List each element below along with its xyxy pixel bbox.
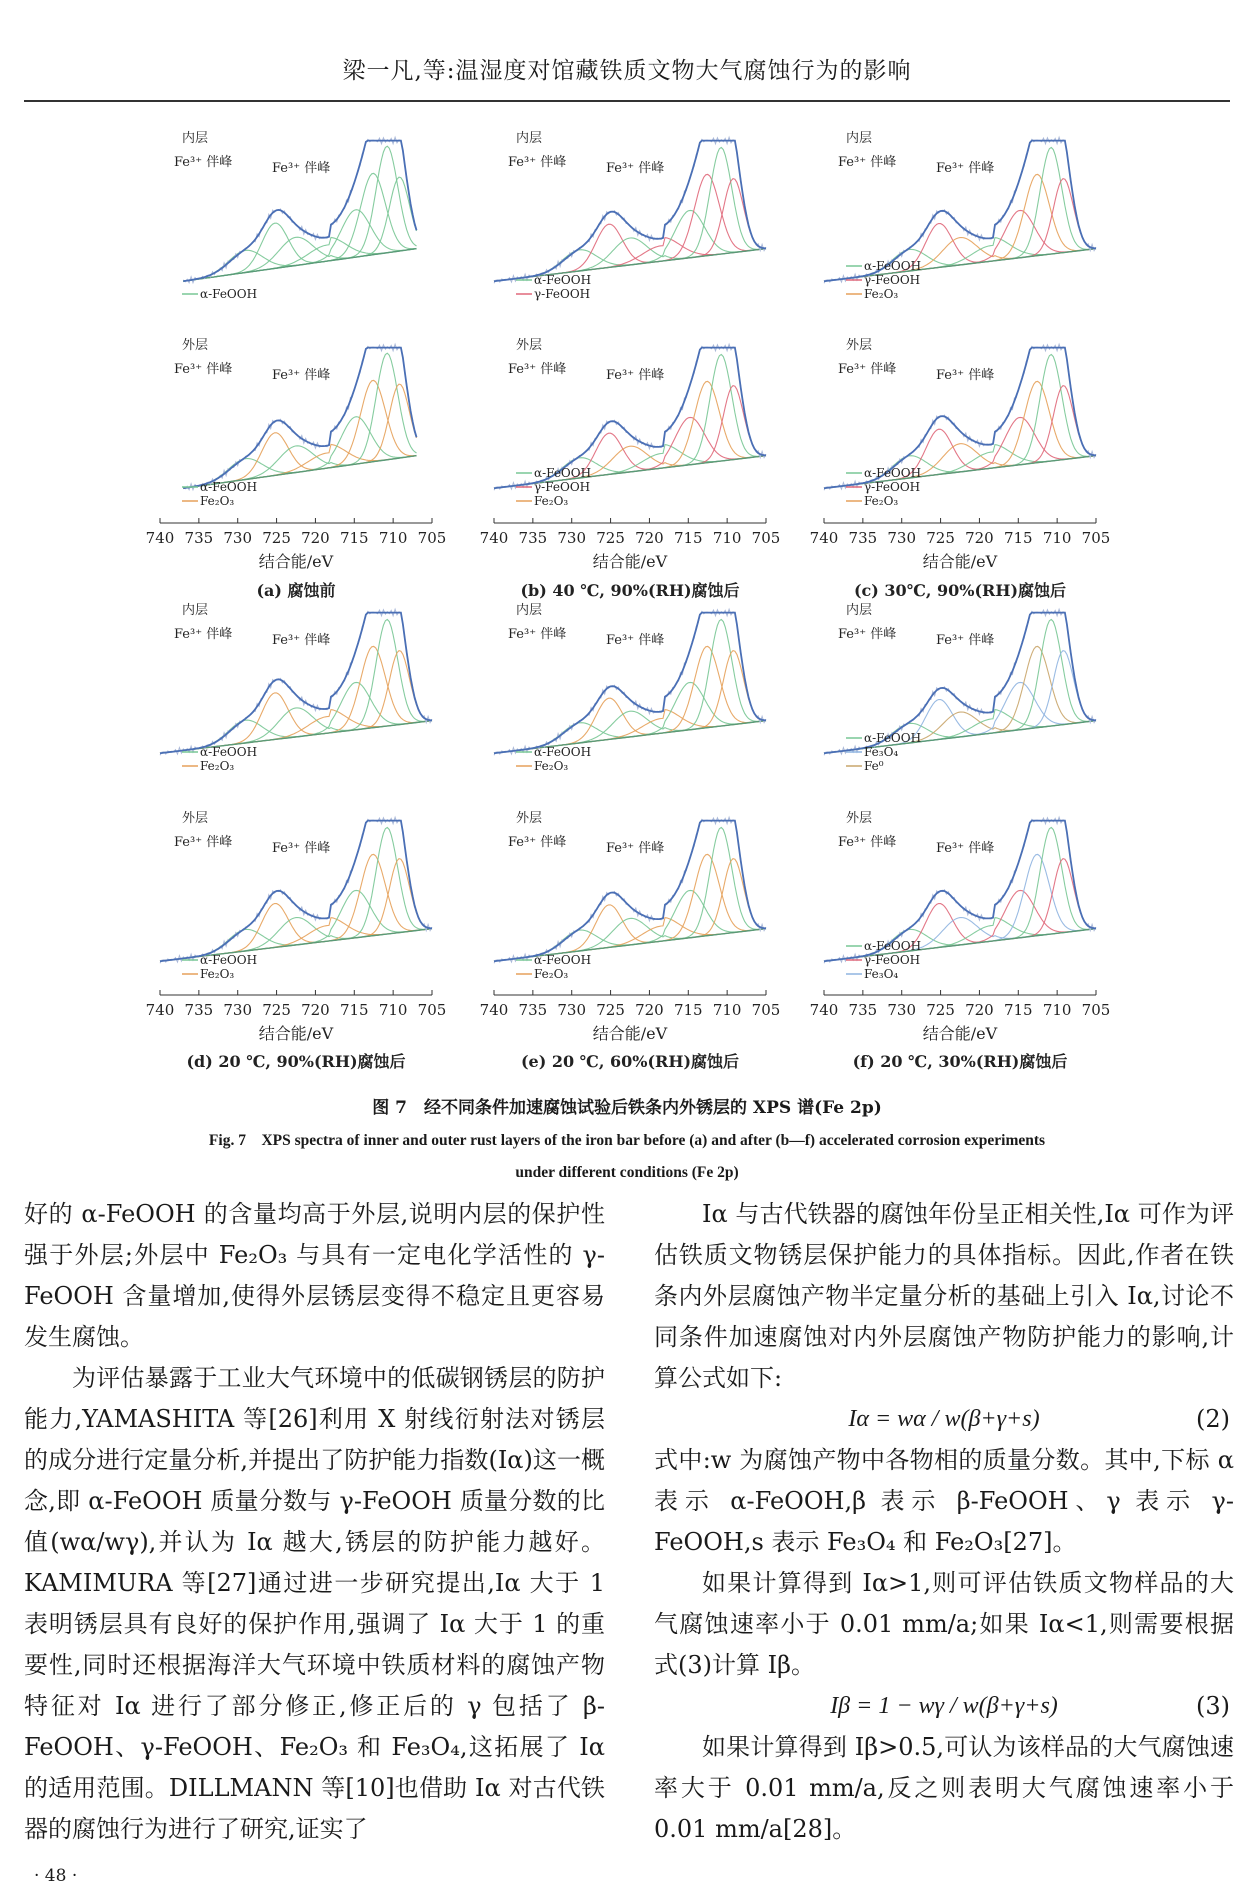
legend-entry: Fe₂O₃ [200, 494, 235, 508]
x-tick-label: 715 [673, 529, 703, 547]
x-tick-label: 740 [479, 1001, 509, 1019]
layer-label: 内层 [846, 603, 873, 618]
legend-entry: Fe₂O₃ [534, 494, 569, 508]
satellite-label: Fe³⁺ 伴峰 [936, 368, 995, 383]
component-peak [160, 682, 432, 753]
x-tick-label: 725 [596, 1001, 625, 1019]
x-tick-label: 715 [339, 1001, 369, 1019]
legend-entry: γ-FeOOH [534, 287, 591, 301]
x-tick-label: 715 [1003, 1001, 1033, 1019]
legend-entry: α-FeOOH [200, 287, 258, 301]
x-axis-label: 结合能/eV [922, 552, 998, 571]
x-tick-label: 705 [1081, 1001, 1111, 1019]
legend-entry: γ-FeOOH [864, 273, 921, 287]
x-tick-label: 735 [518, 529, 548, 547]
x-tick-label: 725 [262, 529, 291, 547]
component-peak [494, 859, 766, 962]
x-tick-label: 705 [1081, 529, 1111, 547]
legend-entry: α-FeOOH [534, 953, 592, 967]
x-tick-label: 705 [751, 529, 781, 547]
satellite-label: Fe³⁺ 伴峰 [508, 835, 567, 850]
layer-label: 内层 [516, 131, 543, 146]
satellite-label: Fe³⁺ 伴峰 [606, 841, 665, 856]
satellite-label: Fe³⁺ 伴峰 [606, 368, 665, 383]
legend-entry: γ-FeOOH [864, 480, 921, 494]
legend-entry: α-FeOOH [864, 939, 922, 953]
layer-label: 内层 [516, 603, 543, 618]
x-tick-label: 705 [751, 1001, 781, 1019]
satellite-label: Fe³⁺ 伴峰 [936, 161, 995, 176]
figure-caption-en-line1: Fig. 7 XPS spectra of inner and outer rust layers of the iron bar before (a) and after (b—f) accelerated corrosion experiments [208, 1132, 1046, 1149]
x-tick-label: 720 [635, 1001, 664, 1019]
component-peak [160, 890, 432, 961]
left-paragraph-1: 好的 α-FeOOH 的含量均高于外层,说明内层的保护性强于外层;外层中 Fe₂O₃ 与具有一定电化学活性的 γ-FeOOH 含量增加,使得外层锈层变得不稳定且更容易发生腐蚀。 [24, 1200, 605, 1351]
page-number: · 48 · [34, 1866, 78, 1886]
x-tick-label: 720 [965, 529, 994, 547]
x-tick-label: 730 [887, 529, 917, 547]
x-tick-label: 740 [145, 529, 175, 547]
figure-caption-en [60, 1125, 1194, 1189]
legend-entry: Fe₃O₄ [864, 745, 899, 759]
x-tick-label: 730 [557, 529, 587, 547]
x-axis-label: 结合能/eV [258, 1024, 334, 1043]
x-tick-label: 735 [184, 1001, 214, 1019]
x-tick-label: 710 [1042, 529, 1072, 547]
figure-caption-cn: 图 7 经不同条件加速腐蚀试验后铁条内外锈层的 XPS 谱(Fe 2p) [372, 1098, 882, 1118]
x-axis-label: 结合能/eV [592, 552, 668, 571]
x-tick-label: 735 [518, 1001, 548, 1019]
legend-entry: α-FeOOH [864, 259, 922, 273]
panel-caption: (a) 腐蚀前 [256, 581, 336, 600]
x-tick-label: 730 [887, 1001, 917, 1019]
figure-caption-en-line2: under different conditions (Fe 2p) [515, 1164, 739, 1181]
satellite-label: Fe³⁺ 伴峰 [174, 155, 233, 170]
x-tick-label: 730 [223, 1001, 253, 1019]
x-tick-label: 740 [809, 529, 839, 547]
layer-label: 外层 [182, 811, 209, 826]
legend-entry: α-FeOOH [534, 273, 592, 287]
x-tick-label: 710 [378, 1001, 408, 1019]
right-paragraph-1: Iα 与古代铁器的腐蚀年份呈正相关性,Iα 可作为评估铁质文物锈层保护能力的具体指标。因此,作者在铁条内外层腐蚀产物半定量分析的基础上引入 Iα,讨论不同条件加速腐蚀对内外层腐蚀产物防护能力的影响,计算公式如下: [654, 1200, 1234, 1392]
satellite-label: Fe³⁺ 伴峰 [838, 155, 897, 170]
legend-entry: α-FeOOH [200, 480, 258, 494]
x-tick-label: 735 [848, 529, 878, 547]
running-header: 梁一凡,等:温湿度对馆藏铁质文物大气腐蚀行为的影响 [342, 58, 912, 84]
x-tick-label: 715 [673, 1001, 703, 1019]
equation-3-number: (3) [1196, 1692, 1230, 1720]
component-peak [183, 223, 416, 281]
layer-label: 内层 [182, 131, 209, 146]
x-tick-label: 725 [926, 529, 955, 547]
x-axis-label: 结合能/eV [592, 1024, 668, 1043]
layer-label: 内层 [846, 131, 873, 146]
panel-caption: (e) 20 ℃, 60%(RH)腐蚀后 [520, 1052, 740, 1071]
satellite-label: Fe³⁺ 伴峰 [606, 633, 665, 648]
panel-caption: (d) 20 ℃, 90%(RH)腐蚀后 [186, 1052, 406, 1071]
legend-entry: γ-FeOOH [534, 480, 591, 494]
satellite-label: Fe³⁺ 伴峰 [936, 841, 995, 856]
satellite-label: Fe³⁺ 伴峰 [174, 362, 233, 377]
x-tick-label: 720 [301, 529, 330, 547]
x-tick-label: 715 [1003, 529, 1033, 547]
x-tick-label: 740 [809, 1001, 839, 1019]
legend-entry: α-FeOOH [200, 745, 258, 759]
component-peak [494, 890, 766, 961]
x-tick-label: 725 [596, 529, 625, 547]
right-paragraph-2: 式中:w 为腐蚀产物中各物相的质量分数。其中,下标 α 表示 α-FeOOH,β 表示 β-FeOOH、γ 表示 γ-FeOOH,s 表示 Fe₃O₄ 和 Fe₂O₃[27]。 [654, 1446, 1234, 1556]
legend-entry: Fe₂O₃ [534, 967, 569, 981]
panel-caption: (f) 20 ℃, 30%(RH)腐蚀后 [852, 1052, 1068, 1071]
satellite-label: Fe³⁺ 伴峰 [174, 627, 233, 642]
x-tick-label: 720 [965, 1001, 994, 1019]
equation-3 [654, 1686, 1234, 1727]
legend-entry: α-FeOOH [200, 953, 258, 967]
equation-2-number: (2) [1196, 1405, 1230, 1433]
legend-entry: α-FeOOH [534, 745, 592, 759]
legend-entry: Fe₂O₃ [534, 759, 569, 773]
component-peak [494, 210, 766, 281]
x-tick-label: 730 [223, 529, 253, 547]
x-tick-label: 705 [417, 529, 447, 547]
legend-entry: Fe₃O₄ [864, 967, 899, 981]
satellite-label: Fe³⁺ 伴峰 [272, 841, 331, 856]
satellite-label: Fe³⁺ 伴峰 [508, 155, 567, 170]
legend-entry: Fe₂O₃ [200, 967, 235, 981]
satellite-label: Fe³⁺ 伴峰 [936, 633, 995, 648]
x-tick-label: 730 [557, 1001, 587, 1019]
x-axis-label: 结合能/eV [922, 1024, 998, 1043]
legend-entry: γ-FeOOH [864, 953, 921, 967]
layer-label: 外层 [846, 338, 873, 353]
satellite-label: Fe³⁺ 伴峰 [508, 627, 567, 642]
component-peak [494, 682, 766, 753]
layer-label: 外层 [516, 811, 543, 826]
x-tick-label: 720 [635, 529, 664, 547]
component-peak [160, 859, 432, 962]
panel-caption: (c) 30℃, 90%(RH)腐蚀后 [853, 581, 1067, 600]
satellite-label: Fe³⁺ 伴峰 [272, 368, 331, 383]
satellite-label: Fe³⁺ 伴峰 [174, 835, 233, 850]
legend-entry: α-FeOOH [864, 466, 922, 480]
equation-2 [654, 1399, 1234, 1440]
legend-entry: α-FeOOH [534, 466, 592, 480]
x-tick-label: 725 [926, 1001, 955, 1019]
right-paragraph-3: 如果计算得到 Iα>1,则可评估铁质文物样品的大气腐蚀速率小于 0.01 mm/a;如果 Iα<1,则需要根据式(3)计算 Iβ。 [654, 1569, 1234, 1679]
legend-entry: Fe₂O₃ [200, 759, 235, 773]
equation-3-expression: Iβ = 1 − wγ / w(β+γ+s) [830, 1693, 1058, 1719]
layer-label: 外层 [846, 811, 873, 826]
x-tick-label: 715 [339, 529, 369, 547]
satellite-label: Fe³⁺ 伴峰 [838, 362, 897, 377]
x-tick-label: 735 [848, 1001, 878, 1019]
legend-entry: α-FeOOH [864, 731, 922, 745]
x-tick-label: 705 [417, 1001, 447, 1019]
x-tick-label: 710 [378, 529, 408, 547]
x-axis-label: 结合能/eV [258, 552, 334, 571]
satellite-label: Fe³⁺ 伴峰 [838, 627, 897, 642]
satellite-label: Fe³⁺ 伴峰 [838, 835, 897, 850]
x-tick-label: 740 [145, 1001, 175, 1019]
legend-entry: Fe₂O₃ [864, 494, 899, 508]
legend-entry: Fe⁰ [864, 759, 884, 773]
right-column [654, 1194, 1234, 1850]
equation-2-expression: Iα = wα / w(β+γ+s) [848, 1406, 1040, 1432]
component-peak [160, 651, 432, 754]
component-peak [494, 651, 766, 754]
x-tick-label: 720 [301, 1001, 330, 1019]
x-tick-label: 735 [184, 529, 214, 547]
component-peak [183, 237, 416, 281]
x-tick-label: 710 [712, 1001, 742, 1019]
x-tick-label: 725 [262, 1001, 291, 1019]
layer-label: 外层 [516, 338, 543, 353]
satellite-label: Fe³⁺ 伴峰 [272, 633, 331, 648]
legend-entry: Fe₂O₃ [864, 287, 899, 301]
satellite-label: Fe³⁺ 伴峰 [272, 161, 331, 176]
layer-label: 外层 [182, 338, 209, 353]
background-line [183, 249, 416, 282]
layer-label: 内层 [182, 603, 209, 618]
left-column [24, 1194, 605, 1850]
component-peak [494, 179, 766, 282]
x-tick-label: 710 [712, 529, 742, 547]
right-paragraph-4: 如果计算得到 Iβ>0.5,可认为该样品的大气腐蚀速率大于 0.01 mm/a,反之则表明大气腐蚀速率小于 0.01 mm/a[28]。 [654, 1733, 1234, 1843]
satellite-label: Fe³⁺ 伴峰 [606, 161, 665, 176]
panel-caption: (b) 40 ℃, 90%(RH)腐蚀后 [520, 581, 740, 600]
satellite-label: Fe³⁺ 伴峰 [508, 362, 567, 377]
x-tick-label: 710 [1042, 1001, 1072, 1019]
left-paragraph-2: 为评估暴露于工业大气环境中的低碳钢锈层的防护能力,YAMASHITA 等[26]利用 X 射线衍射法对锈层的成分进行定量分析,并提出了防护能力指数(Iα)这一概念,即 α-FeOOH 质量分数与 γ-FeOOH 质量分数的比值(wα/wγ),并认为 Iα 越大,锈层的防护能力越好。KAMIMURA 等[27]通过进一步研究提出,Iα 大于 1 表明锈层具有良好的保护作用,强调了 Iα 大于 1 的重要性,同时还根据海洋大气环境中铁质材料的腐蚀产物特征对 Iα 进行了部分修正,修正后的 γ 包括了 β-FeOOH、γ-FeOOH、Fe₂O₃ 和 Fe₃O₄,这拓展了 Iα 的适用范围。DILLMANN 等[10]也借助 Iα 对古代铁器的腐蚀行为进行了研究,证实了 [24, 1364, 605, 1843]
x-tick-label: 740 [479, 529, 509, 547]
